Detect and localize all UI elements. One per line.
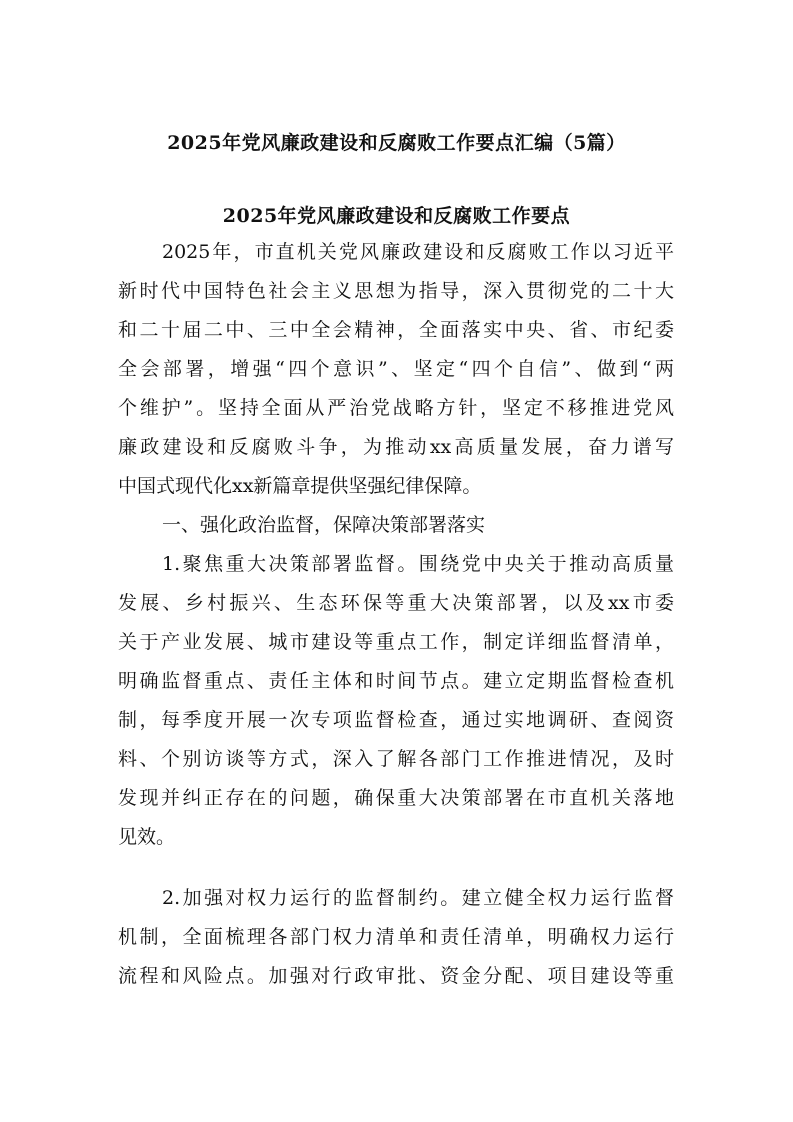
paragraph-line: 2025年，市直机关党风廉政建设和反腐败工作以习近平 [162, 241, 674, 263]
paragraph-line: 个维护”。坚持全面从严治党战略方针，坚定不移推进党风 [118, 397, 674, 419]
paragraph-line: 制，每季度开展一次专项监督检查，通过实地调研、查阅资 [118, 709, 674, 731]
paragraph-line: 机制，全面梳理各部门权力清单和责任清单，明确权力运行 [118, 926, 674, 948]
paragraph-line: 发现并纠正存在的问题，确保重大决策部署在市直机关落地 [118, 787, 674, 809]
paragraph-line: 料、个别访谈等方式，深入了解各部门工作推进情况，及时 [118, 748, 674, 770]
paragraph-line: 新时代中国特色社会主义思想为指导，深入贯彻党的二十大 [118, 280, 674, 302]
paragraph-line: 发展、乡村振兴、生态环保等重大决策部署，以及xx市委 [118, 592, 674, 614]
paragraph-line: 见效。 [118, 826, 176, 848]
paragraph-line: 明确监督重点、责任主体和时间节点。建立定期监督检查机 [118, 670, 674, 692]
paragraph-line: 关于产业发展、城市建设等重点工作，制定详细监督清单， [118, 631, 674, 653]
paragraph-line: 2.加强对权力运行的监督制约。建立健全权力运行监督 [162, 887, 674, 909]
paragraph-line: 中国式现代化xx新篇章提供坚强纪律保障。 [118, 475, 482, 497]
paragraph-line: 1.聚焦重大决策部署监督。围绕党中央关于推动高质量 [162, 553, 674, 575]
paragraph-line: 流程和风险点。加强对行政审批、资金分配、项目建设等重 [118, 965, 674, 987]
section-heading: 一、强化政治监督，保障决策部署落实 [162, 514, 486, 536]
section-title: 2025年党风廉政建设和反腐败工作要点 [222, 205, 571, 227]
paragraph-line: 全会部署，增强“四个意识”、坚定“四个自信”、做到“两 [118, 358, 674, 380]
paragraph-line: 廉政建设和反腐败斗争，为推动xx高质量发展，奋力谱写 [118, 436, 674, 458]
paragraph-line: 和二十届二中、三中全会精神，全面落实中央、省、市纪委 [118, 319, 674, 341]
document-title: 2025年党风廉政建设和反腐败工作要点汇编（5篇） [167, 132, 626, 154]
